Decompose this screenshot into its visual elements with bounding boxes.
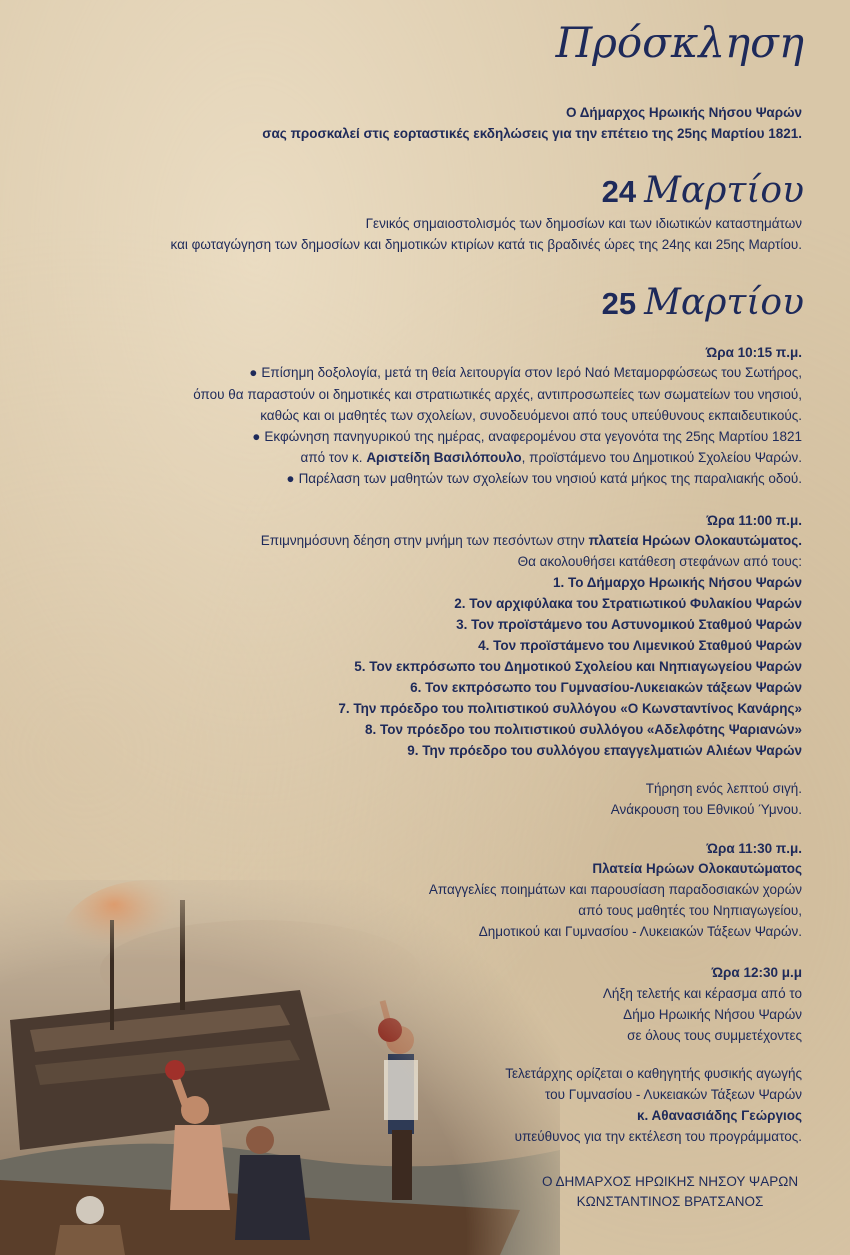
block1-line-6 (22, 468, 802, 489)
block1-line-1 (22, 362, 802, 383)
day-number: 25 (601, 286, 637, 321)
block1-line-4 (22, 426, 802, 447)
block5-line-1: Τελετάρχης ορίζεται ο καθηγητής φυσικής αγωγής (505, 1066, 802, 1081)
block2-line-1 (22, 530, 802, 551)
intro-line-2: σας προσκαλεί στις εορταστικές εκδηλώσεις για την επέτειο της 25ης Μαρτίου 1821. (262, 126, 802, 141)
block1-line-2: όπου θα παραστούν οι δημοτικές και στρατιωτικές αρχές, αντιπροσωπείες των σωματείων του νησιού, (193, 387, 802, 402)
square-name: πλατεία Ηρώων Ολοκαυτώματος. (588, 533, 802, 548)
signature-name: ΚΩΝΣΤΑΝΤΙΝΟΣ ΒΡΑΤΣΑΝΟΣ (576, 1194, 764, 1209)
block3-line-3: Δημοτικού και Γυμνασίου - Λυκειακών Τάξεων Ψαρών. (478, 924, 802, 939)
time-1130: Ώρα 11:30 π.μ. (706, 841, 802, 856)
signature-title: Ο ΔΗΜΑΡΧΟΣ ΗΡΩΙΚΗΣ ΝΗΣΟΥ ΨΑΡΩΝ (541, 1174, 799, 1189)
day24-line-1: Γενικός σημαιοστολισμός των δημοσίων και των ιδιωτικών καταστημάτων (365, 216, 802, 231)
bullet-icon: ● (249, 365, 258, 380)
bullet-icon: ● (286, 471, 295, 486)
block1-line-3: καθώς και οι μαθητές των σχολείων, συνοδευόμενοι από τους υπεύθυνους εκπαιδευτικούς. (260, 408, 802, 423)
block3-place: Πλατεία Ηρώων Ολοκαυτώματος (592, 861, 802, 876)
block4-line-2: Δήμο Ηρωικής Νήσου Ψαρών (623, 1007, 802, 1022)
date-heading-25 (602, 282, 804, 323)
block3-line-1: Απαγγελίες ποιημάτων και παρουσίαση παραδοσιακών χορών (428, 882, 802, 897)
block5-line-4: υπεύθυνος για την εκτέλεση του προγράμματος. (514, 1129, 802, 1144)
page-title: Πρόσκληση (555, 18, 804, 67)
wreath-item: 6. Τον εκπρόσωπο του Γυμνασίου-Λυκειακών τάξεων Ψαρών (410, 680, 802, 695)
block5-line-2: του Γυμνασίου - Λυκειακών Τάξεων Ψαρών (545, 1087, 802, 1102)
block4-line-1: Λήξη τελετής και κέρασμα από το (602, 986, 802, 1001)
time-1100: Ώρα 11:00 π.μ. (706, 513, 802, 528)
month-name: Μαρτίου (644, 282, 804, 323)
block1-text-4: Εκφώνηση πανηγυρικού της ημέρας, αναφερομένου στα γεγονότα της 25ης Μαρτίου 1821 (264, 429, 802, 444)
bullet-icon: ● (252, 429, 261, 444)
day-number: 24 (601, 174, 637, 209)
block1-line-5 (22, 447, 802, 468)
intro-line-1: Ο Δήμαρχος Ηρωικής Νήσου Ψαρών (565, 105, 802, 120)
block4-line-3: σε όλους τους συμμετέχοντες (627, 1028, 802, 1043)
time-1015: Ώρα 10:15 π.μ. (705, 345, 802, 360)
wreath-item: 9. Την πρόεδρο του συλλόγου επαγγελματιών Αλιέων Ψαρών (407, 743, 802, 758)
date-heading-24 (602, 170, 804, 211)
wreath-item: 2. Τον αρχιφύλακα του Στρατιωτικού Φυλακίου Ψαρών (454, 596, 802, 611)
block1-text-1: Επίσημη δοξολογία, μετά τη θεία λειτουργία στον Ιερό Ναό Μεταμορφώσεως του Σωτήρος, (261, 365, 802, 380)
speaker-role: , προϊστάμενο του Δημοτικού Σχολείου Ψαρών. (521, 450, 802, 465)
day24-line-2: και φωταγώγηση των δημοσίων και δημοτικών κτιρίων κατά τις βραδινές ώρες της 24ης και 25ης Μαρτίου. (170, 237, 802, 252)
wreath-item: 1. Το Δήμαρχο Ηρωικής Νήσου Ψαρών (552, 575, 802, 590)
speaker-prefix: από τον κ. (300, 450, 367, 465)
month-name: Μαρτίου (644, 170, 804, 211)
wreath-item: 7. Την πρόεδρο του πολιτιστικού συλλόγου «Ο Κωνσταντίνος Κανάρης» (338, 701, 802, 716)
speaker-name: Αριστείδη Βασιλόπουλο (366, 450, 522, 465)
block2-line-2: Θα ακολουθήσει κατάθεση στεφάνων από τους: (517, 554, 802, 569)
block1-text-6: Παρέλαση των μαθητών των σχολείων του νησιού κατά μήκος της παραλιακής οδού. (298, 471, 802, 486)
block3-line-2: από τους μαθητές του Νηπιαγωγείου, (578, 903, 802, 918)
block2-text-1: Επιμνημόσυνη δέηση στην μνήμη των πεσόντων στην (260, 533, 589, 548)
wreath-item: 5. Τον εκπρόσωπο του Δημοτικού Σχολείου και Νηπιαγωγείου Ψαρών (354, 659, 802, 674)
wreath-item: 3. Τον προϊστάμενο του Αστυνομικού Σταθμού Ψαρών (456, 617, 802, 632)
silence-line: Τήρηση ενός λεπτού σιγή. (645, 781, 802, 796)
time-1230: Ώρα 12:30 μ.μ (711, 965, 802, 980)
wreath-item: 4. Τον προϊστάμενο του Λιμενικού Σταθμού Ψαρών (478, 638, 802, 653)
anthem-line: Ανάκρουση του Εθνικού Ύμνου. (610, 802, 802, 817)
wreath-item: 8. Τον πρόεδρο του πολιτιστικού συλλόγου «Αδελφότης Ψαριανών» (365, 722, 802, 737)
ceremony-master: κ. Αθανασιάδης Γεώργιος (637, 1108, 802, 1123)
